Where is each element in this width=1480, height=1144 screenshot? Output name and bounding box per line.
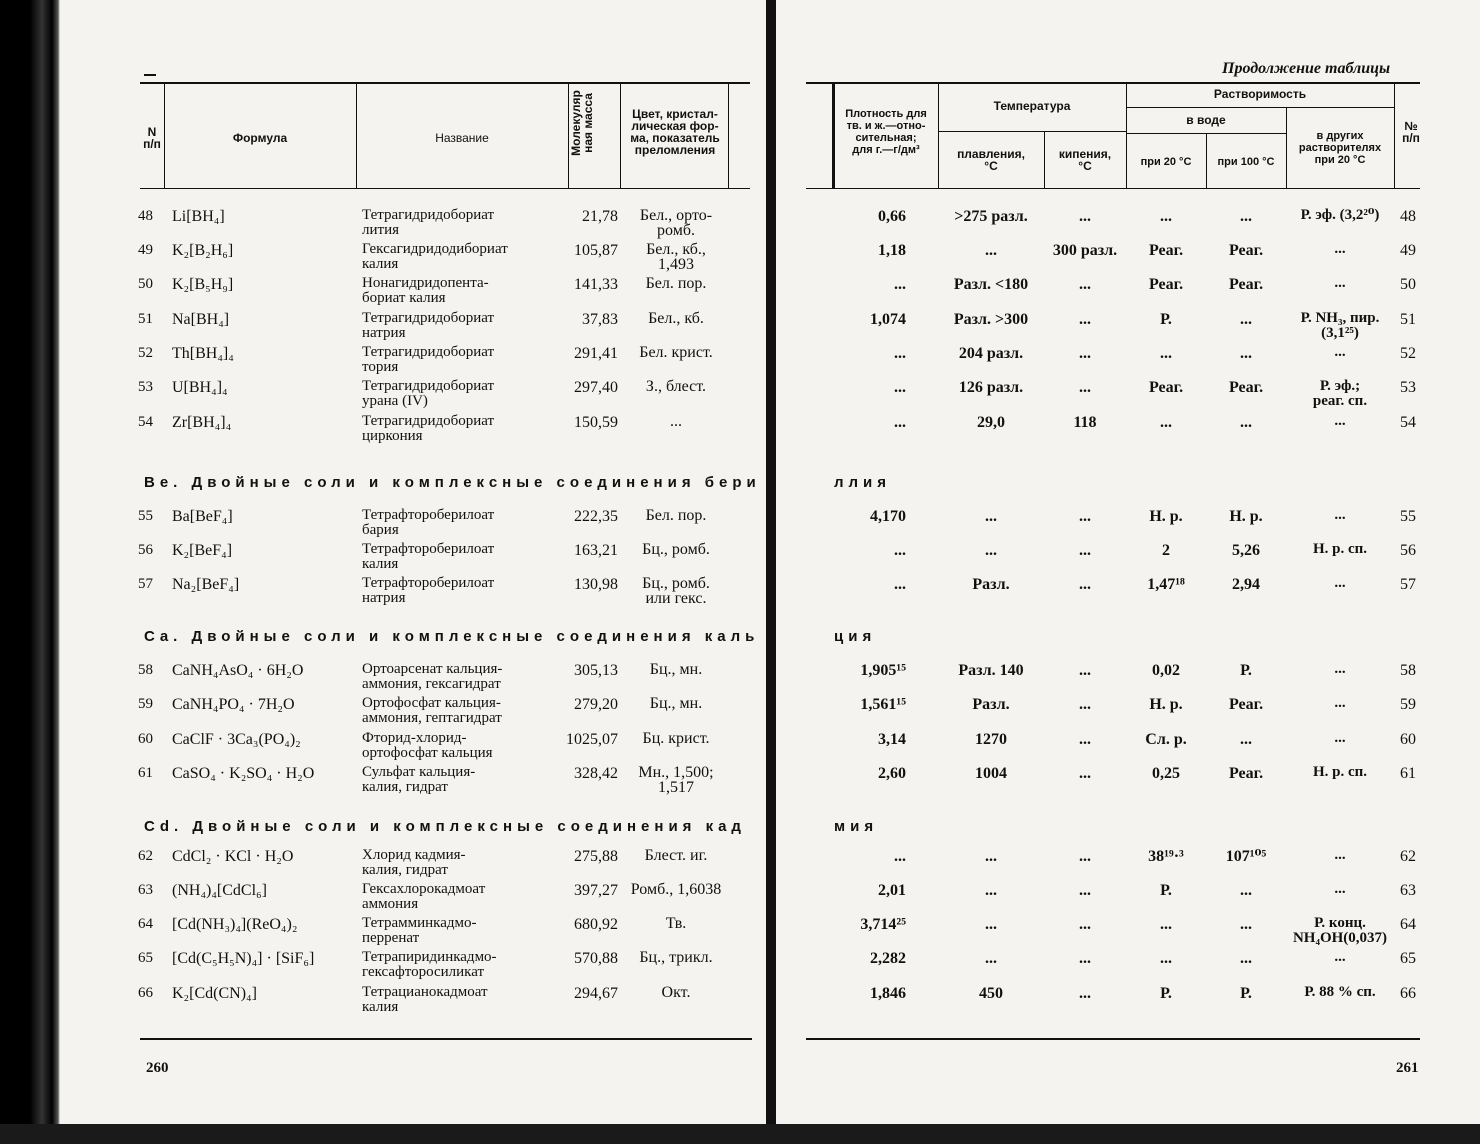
row-molecular-mass: 328,42 bbox=[574, 765, 618, 782]
row-color-form: Бц., мн. bbox=[649, 695, 703, 712]
header-density: Плотность для тв. и ж.—отно- сительная; для г.—г/дм³ bbox=[845, 108, 927, 156]
section-cd-title: Cd. Двойные соли и комплексные соединения кад bbox=[144, 818, 746, 835]
subheader-rule bbox=[1126, 107, 1394, 108]
row-solubility-20: ... bbox=[1160, 916, 1172, 933]
row-color-form: З., блест. bbox=[645, 378, 707, 395]
section-ca-title: Ca. Двойные соли и комплексные соединения каль bbox=[144, 628, 760, 645]
row-boiling-point: ... bbox=[1079, 379, 1091, 396]
row-density: ... bbox=[894, 379, 906, 396]
header-other-solvents: в других растворителях при 20 °С bbox=[1298, 130, 1382, 166]
row-density: 0,66 bbox=[878, 208, 906, 225]
row-color-form: Бел. крист. bbox=[639, 344, 713, 361]
row-number-right: 50 bbox=[1400, 276, 1416, 293]
row-number: 54 bbox=[138, 414, 153, 430]
header-solubility: Растворимость bbox=[1213, 87, 1307, 101]
left-page bbox=[60, 0, 766, 1124]
row-density: 1,561¹⁵ bbox=[860, 696, 906, 713]
row-molecular-mass: 305,13 bbox=[574, 662, 618, 679]
row-melting-point: >275 разл. bbox=[954, 208, 1028, 225]
header-boiling: кипения, °С bbox=[1058, 147, 1112, 173]
row-name: Ортоарсенат кальция- аммония, гексагидрат bbox=[362, 661, 503, 692]
row-solubility-100: Реаг. bbox=[1228, 242, 1264, 259]
row-solubility-other: ... bbox=[1334, 575, 1346, 591]
row-density: 2,60 bbox=[878, 765, 906, 782]
row-name: Тетрафтороберилоат калия bbox=[362, 541, 495, 572]
row-solubility-other: ... bbox=[1334, 241, 1346, 257]
row-melting-point: Разл. >300 bbox=[953, 311, 1029, 328]
row-color-form: Мн., 1,500; 1,517 bbox=[638, 764, 714, 796]
row-color-form: Бц. крист. bbox=[642, 730, 710, 747]
row-solubility-other: ... bbox=[1334, 881, 1346, 897]
row-number-right: 62 bbox=[1400, 848, 1416, 865]
row-boiling-point: ... bbox=[1079, 542, 1091, 559]
row-solubility-100: ... bbox=[1240, 731, 1252, 748]
row-density: 4,170 bbox=[870, 508, 906, 525]
row-solubility-other: Р. эф.; реаг. сп. bbox=[1312, 378, 1368, 409]
row-number: 55 bbox=[138, 508, 153, 524]
row-color-form: Бц., трикл. bbox=[639, 949, 713, 966]
row-boiling-point: ... bbox=[1079, 208, 1091, 225]
row-solubility-20: 1,47¹⁸ bbox=[1147, 576, 1185, 593]
top-mark bbox=[144, 74, 156, 76]
row-boiling-point: ... bbox=[1079, 985, 1091, 1002]
row-melting-point: 1270 bbox=[975, 731, 1007, 748]
row-boiling-point: ... bbox=[1079, 576, 1091, 593]
row-melting-point: ... bbox=[985, 542, 997, 559]
row-formula: CaSO₄ · K₂SO₄ · H₂O bbox=[172, 765, 315, 782]
row-formula: CaNH₄PO₄ · 7H₂O bbox=[172, 696, 295, 713]
row-melting-point: Разл. bbox=[972, 696, 1010, 713]
row-color-form: Бел., орто- ромб. bbox=[639, 207, 713, 239]
row-density: ... bbox=[894, 542, 906, 559]
row-molecular-mass: 163,21 bbox=[574, 542, 618, 559]
row-color-form: Бц., мн. bbox=[649, 661, 703, 678]
row-boiling-point: ... bbox=[1079, 731, 1091, 748]
table-top-rule bbox=[806, 82, 1420, 84]
row-solubility-20: Н. р. bbox=[1149, 508, 1183, 525]
page-number-right: 261 bbox=[1396, 1060, 1419, 1076]
row-number-right: 59 bbox=[1400, 696, 1416, 713]
row-melting-point: Разл. <180 bbox=[953, 276, 1029, 293]
row-solubility-100: Н. р. bbox=[1229, 508, 1263, 525]
row-color-form: Бел. пор. bbox=[645, 275, 707, 292]
row-solubility-other: Н. р. сп. bbox=[1312, 764, 1368, 780]
row-number-right: 64 bbox=[1400, 916, 1416, 933]
row-density: ... bbox=[894, 414, 906, 431]
right-page bbox=[776, 0, 1480, 1124]
row-name: Тетрагидридобориат лития bbox=[362, 207, 495, 238]
row-solubility-other: ... bbox=[1334, 661, 1346, 677]
row-name: Тетрафтороберилоат натрия bbox=[362, 575, 495, 606]
row-formula: (NH₄)₄[CdCl₆] bbox=[172, 882, 267, 899]
row-molecular-mass: 21,78 bbox=[582, 208, 618, 225]
row-molecular-mass: 279,20 bbox=[574, 696, 618, 713]
row-solubility-100: 2,94 bbox=[1232, 576, 1260, 593]
row-density: 1,074 bbox=[870, 311, 906, 328]
row-melting-point: ... bbox=[985, 508, 997, 525]
row-number-right: 65 bbox=[1400, 950, 1416, 967]
row-molecular-mass: 105,87 bbox=[574, 242, 618, 259]
row-name: Тетрагидридобориат натрия bbox=[362, 310, 495, 341]
row-formula: CdCl₂ · KCl · H₂O bbox=[172, 848, 294, 865]
row-density: 1,18 bbox=[878, 242, 906, 259]
row-number: 49 bbox=[138, 242, 153, 258]
row-solubility-other: ... bbox=[1334, 949, 1346, 965]
row-density: ... bbox=[894, 345, 906, 362]
row-melting-point: Разл. bbox=[972, 576, 1010, 593]
row-solubility-100: ... bbox=[1240, 916, 1252, 933]
row-formula: CaNH₄AsO₄ · 6H₂O bbox=[172, 662, 304, 679]
row-solubility-100: ... bbox=[1240, 414, 1252, 431]
row-solubility-100: Р. bbox=[1240, 662, 1252, 679]
row-melting-point: ... bbox=[985, 848, 997, 865]
row-number: 53 bbox=[138, 379, 153, 395]
header-at-100: при 100 °С bbox=[1217, 156, 1275, 168]
header-n: N п/п bbox=[143, 125, 161, 151]
header-in-water: в воде bbox=[1186, 113, 1226, 127]
row-molecular-mass: 150,59 bbox=[574, 414, 618, 431]
row-number-right: 51 bbox=[1400, 311, 1416, 328]
row-formula: [Cd(NH₃)₄](ReO₄)₂ bbox=[172, 916, 298, 933]
row-boiling-point: ... bbox=[1079, 696, 1091, 713]
row-boiling-point: 118 bbox=[1073, 414, 1097, 431]
row-color-form: Ромб., 1,6038 bbox=[630, 881, 722, 898]
row-number-right: 56 bbox=[1400, 542, 1416, 559]
row-solubility-20: Р. bbox=[1160, 311, 1172, 328]
row-solubility-100: 107¹⁰⁵ bbox=[1225, 848, 1267, 865]
header-temperature: Температура bbox=[993, 99, 1071, 113]
row-number: 51 bbox=[138, 311, 153, 327]
row-number-right: 52 bbox=[1400, 345, 1416, 362]
row-melting-point: ... bbox=[985, 882, 997, 899]
row-boiling-point: ... bbox=[1079, 882, 1091, 899]
row-solubility-20: 38¹⁹·³ bbox=[1148, 848, 1184, 865]
row-number-right: 53 bbox=[1400, 379, 1416, 396]
row-solubility-100: ... bbox=[1240, 950, 1252, 967]
row-solubility-100: Р. bbox=[1240, 985, 1252, 1002]
row-melting-point: 1004 bbox=[975, 765, 1007, 782]
row-color-form: Бц., ромб. или гекс. bbox=[642, 575, 710, 607]
row-molecular-mass: 275,88 bbox=[574, 848, 618, 865]
row-solubility-other: Р. 88 % сп. bbox=[1304, 984, 1376, 1000]
row-solubility-100: Реаг. bbox=[1228, 379, 1264, 396]
row-color-form: Тв. bbox=[665, 915, 687, 932]
header-melting: плавления, °С bbox=[957, 147, 1025, 173]
row-boiling-point: ... bbox=[1079, 662, 1091, 679]
row-formula: K₂[B₂H₆] bbox=[172, 242, 234, 259]
section-be-title: Be. Двойные соли и комплексные соединения бери bbox=[144, 474, 761, 491]
row-formula: CaClF · 3Ca₃(PO₄)₂ bbox=[172, 731, 301, 748]
row-solubility-100: ... bbox=[1240, 882, 1252, 899]
row-molecular-mass: 141,33 bbox=[574, 276, 618, 293]
row-name: Тетрапиридинкадмо- гексафторосиликат bbox=[362, 949, 497, 980]
row-density: 3,714²⁵ bbox=[860, 916, 906, 933]
row-number: 48 bbox=[138, 208, 153, 224]
row-color-form: Бел. пор. bbox=[645, 507, 707, 524]
row-solubility-20: Н. р. bbox=[1149, 696, 1183, 713]
row-solubility-other: ... bbox=[1334, 847, 1346, 863]
row-name: Нонагидридопента- бориат калия bbox=[362, 275, 489, 306]
row-name: Тетрацианокадмоат калия bbox=[362, 984, 488, 1015]
row-boiling-point: ... bbox=[1079, 950, 1091, 967]
row-number: 59 bbox=[138, 696, 153, 712]
row-solubility-other: Р. конц. NH₄OH(0,037) bbox=[1292, 915, 1388, 946]
header-name: Название bbox=[435, 131, 489, 145]
row-density: ... bbox=[894, 276, 906, 293]
row-molecular-mass: 297,40 bbox=[574, 379, 618, 396]
row-name: Хлорид кадмия- калия, гидрат bbox=[362, 847, 466, 878]
row-solubility-other: ... bbox=[1334, 413, 1346, 429]
row-solubility-other: Н. р. сп. bbox=[1312, 541, 1368, 557]
row-formula: Na₂[BeF₄] bbox=[172, 576, 240, 593]
row-color-form: ... bbox=[670, 413, 682, 430]
row-density: 3,14 bbox=[878, 731, 906, 748]
table-bottom-rule bbox=[806, 1038, 1420, 1040]
row-number: 60 bbox=[138, 731, 153, 747]
row-formula: Th[BH₄]₄ bbox=[172, 345, 234, 362]
row-solubility-100: ... bbox=[1240, 311, 1252, 328]
row-color-form: Блест. иг. bbox=[644, 847, 708, 864]
row-solubility-20: Р. bbox=[1160, 985, 1172, 1002]
row-number: 58 bbox=[138, 662, 153, 678]
section-be-continuation: ллия bbox=[834, 474, 892, 491]
row-number-right: 48 bbox=[1400, 208, 1416, 225]
row-number-right: 55 bbox=[1400, 508, 1416, 525]
row-solubility-20: Р. bbox=[1160, 882, 1172, 899]
row-name: Тетрагидридобориат циркония bbox=[362, 413, 495, 444]
header-at-20: при 20 °С bbox=[1140, 156, 1192, 168]
row-boiling-point: ... bbox=[1079, 848, 1091, 865]
book-gutter bbox=[766, 0, 776, 1124]
row-solubility-20: ... bbox=[1160, 208, 1172, 225]
row-number-right: 66 bbox=[1400, 985, 1416, 1002]
row-boiling-point: ... bbox=[1079, 276, 1091, 293]
header-n-right: № п/п bbox=[1402, 119, 1420, 145]
row-color-form: Окт. bbox=[661, 984, 691, 1001]
row-color-form: Бц., ромб. bbox=[642, 541, 710, 558]
row-molecular-mass: 291,41 bbox=[574, 345, 618, 362]
row-color-form: Бел., кб. bbox=[648, 310, 704, 327]
row-name: Тетрагидридобориат тория bbox=[362, 344, 495, 375]
row-boiling-point: 300 разл. bbox=[1052, 242, 1118, 259]
row-molecular-mass: 1025,07 bbox=[566, 731, 618, 748]
row-color-form: Бел., кб., 1,493 bbox=[646, 241, 706, 273]
row-number: 56 bbox=[138, 542, 153, 558]
row-molecular-mass: 130,98 bbox=[574, 576, 618, 593]
row-boiling-point: ... bbox=[1079, 311, 1091, 328]
row-formula: K₂[B₅H₉] bbox=[172, 276, 234, 293]
subheader-rule bbox=[938, 131, 1126, 132]
row-number: 63 bbox=[138, 882, 153, 898]
row-solubility-20: ... bbox=[1160, 950, 1172, 967]
row-molecular-mass: 570,88 bbox=[574, 950, 618, 967]
row-solubility-20: 0,25 bbox=[1152, 765, 1180, 782]
book-spine bbox=[0, 0, 60, 1124]
row-number: 65 bbox=[138, 950, 153, 966]
row-formula: Zr[BH₄]₄ bbox=[172, 414, 232, 431]
header-bottom-rule bbox=[140, 188, 750, 189]
header-bottom-rule bbox=[806, 188, 1420, 189]
row-number: 61 bbox=[138, 765, 153, 781]
row-solubility-20: 2 bbox=[1162, 542, 1170, 559]
row-number-right: 60 bbox=[1400, 731, 1416, 748]
row-molecular-mass: 680,92 bbox=[574, 916, 618, 933]
row-solubility-100: ... bbox=[1240, 345, 1252, 362]
row-number: 62 bbox=[138, 848, 153, 864]
row-solubility-20: 0,02 bbox=[1152, 662, 1180, 679]
row-formula: Li[BH₄] bbox=[172, 208, 225, 225]
row-melting-point: Разл. 140 bbox=[958, 662, 1024, 679]
row-formula: K₂[BeF₄] bbox=[172, 542, 233, 559]
row-solubility-20: Реаг. bbox=[1148, 276, 1184, 293]
row-formula: [Cd(C₅H₅N)₄] · [SiF₆] bbox=[172, 950, 315, 967]
row-name: Тетрафтороберилоат бария bbox=[362, 507, 495, 538]
row-molecular-mass: 294,67 bbox=[574, 985, 618, 1002]
header-color: Цвет, кристал- лическая фор- ма, показатель преломления bbox=[630, 107, 720, 157]
row-molecular-mass: 37,83 bbox=[582, 311, 618, 328]
subheader-rule bbox=[1126, 133, 1286, 134]
row-number-right: 49 bbox=[1400, 242, 1416, 259]
row-melting-point: 29,0 bbox=[977, 414, 1005, 431]
row-number-right: 61 bbox=[1400, 765, 1416, 782]
row-number-right: 57 bbox=[1400, 576, 1416, 593]
page-number-left: 260 bbox=[146, 1060, 169, 1076]
row-boiling-point: ... bbox=[1079, 508, 1091, 525]
row-solubility-other: ... bbox=[1334, 275, 1346, 291]
row-formula: K₂[Cd(CN)₄] bbox=[172, 985, 257, 1002]
row-formula: U[BH₄]₄ bbox=[172, 379, 228, 396]
row-name: Гексахлорокадмоат аммония bbox=[362, 881, 486, 912]
row-number-right: 63 bbox=[1400, 882, 1416, 899]
row-solubility-other: Р. эф. (3,2²⁰) bbox=[1300, 207, 1380, 223]
row-density: 2,01 bbox=[878, 882, 906, 899]
row-number: 50 bbox=[138, 276, 153, 292]
row-formula: Na[BH₄] bbox=[172, 311, 230, 328]
row-melting-point: ... bbox=[985, 950, 997, 967]
row-solubility-other: ... bbox=[1334, 507, 1346, 523]
row-density: ... bbox=[894, 848, 906, 865]
row-solubility-20: ... bbox=[1160, 414, 1172, 431]
row-density: 1,846 bbox=[870, 985, 906, 1002]
row-name: Сульфат кальция- калия, гидрат bbox=[362, 764, 476, 795]
row-number-right: 58 bbox=[1400, 662, 1416, 679]
row-density: 1,905¹⁵ bbox=[860, 662, 906, 679]
row-name: Тетрагидридобориат урана (IV) bbox=[362, 378, 495, 409]
row-melting-point: 126 разл. bbox=[958, 379, 1024, 396]
row-solubility-100: 5,26 bbox=[1232, 542, 1260, 559]
row-melting-point: 450 bbox=[979, 985, 1003, 1002]
section-cd-continuation: мия bbox=[834, 818, 879, 835]
row-solubility-100: Реаг. bbox=[1228, 696, 1264, 713]
row-solubility-20: Сл. р. bbox=[1145, 731, 1187, 748]
row-number: 57 bbox=[138, 576, 153, 592]
header-mass: Молекуляр ная масса bbox=[569, 90, 595, 156]
row-number: 52 bbox=[138, 345, 153, 361]
row-solubility-100: ... bbox=[1240, 208, 1252, 225]
row-boiling-point: ... bbox=[1079, 916, 1091, 933]
row-solubility-100: Реаг. bbox=[1228, 765, 1264, 782]
row-solubility-100: Реаг. bbox=[1228, 276, 1264, 293]
row-name: Тетрамминкадмо- перренат bbox=[362, 915, 477, 946]
table-bottom-rule bbox=[140, 1038, 752, 1040]
section-ca-continuation: ция bbox=[834, 628, 877, 645]
row-name: Фторид-хлорид- ортофосфат кальция bbox=[362, 730, 493, 761]
continuation-title: Продолжение таблицы bbox=[1222, 60, 1391, 77]
row-density: 2,282 bbox=[870, 950, 906, 967]
row-density: ... bbox=[894, 576, 906, 593]
row-molecular-mass: 222,35 bbox=[574, 508, 618, 525]
row-solubility-other: ... bbox=[1334, 695, 1346, 711]
row-solubility-20: Реаг. bbox=[1148, 242, 1184, 259]
row-number: 64 bbox=[138, 916, 153, 932]
table-top-rule bbox=[140, 82, 750, 84]
row-name: Гексагидридодибориат калия bbox=[362, 241, 508, 272]
row-number: 66 bbox=[138, 985, 153, 1001]
row-melting-point: 204 разл. bbox=[958, 345, 1024, 362]
row-solubility-other: ... bbox=[1334, 344, 1346, 360]
row-solubility-20: ... bbox=[1160, 345, 1172, 362]
row-name: Ортофосфат кальция- аммония, гептагидрат bbox=[362, 695, 502, 726]
row-boiling-point: ... bbox=[1079, 765, 1091, 782]
row-molecular-mass: 397,27 bbox=[574, 882, 618, 899]
row-solubility-other: ... bbox=[1334, 730, 1346, 746]
row-formula: Ba[BeF₄] bbox=[172, 508, 233, 525]
row-number-right: 54 bbox=[1400, 414, 1416, 431]
row-boiling-point: ... bbox=[1079, 345, 1091, 362]
row-melting-point: ... bbox=[985, 916, 997, 933]
row-melting-point: ... bbox=[985, 242, 997, 259]
row-solubility-20: Реаг. bbox=[1148, 379, 1184, 396]
header-formula: Формула bbox=[232, 131, 288, 145]
row-solubility-other: Р. NH₃, пир. (3,1²⁵) bbox=[1300, 310, 1380, 341]
